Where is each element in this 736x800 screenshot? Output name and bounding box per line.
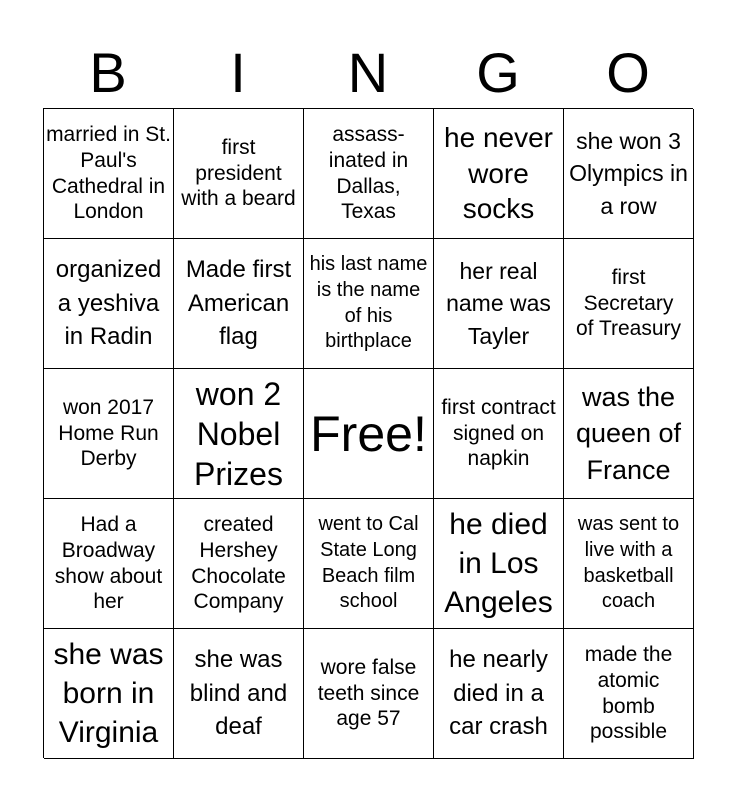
cell-text: married in St. Paul's Cathedral in London: [46, 123, 171, 224]
header-letter-b: B: [89, 41, 127, 104]
bingo-cell-r2c4[interactable]: [434, 239, 564, 369]
bingo-cell-r2c5[interactable]: [564, 239, 694, 369]
bingo-cell-r5c3[interactable]: [304, 629, 434, 759]
cell-text: wore false teeth since age 57: [317, 656, 420, 731]
cell-text: he nearly died in a car crash: [449, 646, 548, 741]
bingo-cell-r3c1[interactable]: [44, 369, 174, 499]
cell-text: Had a Broadway show about her: [54, 513, 163, 614]
cell-text: made the atomic bomb possible: [584, 643, 673, 744]
free-space: Free!: [310, 405, 427, 462]
bingo-cell-r2c3[interactable]: [304, 239, 434, 369]
bingo-cell-r3c5[interactable]: [564, 369, 694, 499]
bingo-cell-r4c4[interactable]: [434, 499, 564, 629]
bingo-header: [43, 40, 693, 106]
cell-text: she was blind and deaf: [189, 646, 288, 741]
bingo-cell-r3c3[interactable]: [304, 369, 434, 499]
bingo-cell-r1c2[interactable]: [174, 109, 304, 239]
bingo-cell-r4c1[interactable]: [44, 499, 174, 629]
cell-text: created Hershey Chocolate Company: [191, 513, 286, 614]
bingo-cell-r5c1[interactable]: [44, 629, 174, 759]
bingo-cell-r4c5[interactable]: [564, 499, 694, 629]
bingo-cell-r5c4[interactable]: [434, 629, 564, 759]
cell-text: organized a yeshiva in Radin: [55, 256, 162, 351]
cell-text: was sent to live with a basketball coach: [577, 513, 680, 613]
bingo-cell-r4c3[interactable]: [304, 499, 434, 629]
bingo-cell-r2c2[interactable]: [174, 239, 304, 369]
cell-text: first contract signed on napkin: [441, 396, 556, 471]
header-letter-i: I: [230, 41, 246, 104]
bingo-card-grid: [43, 108, 693, 758]
header-letter-n: N: [347, 41, 389, 104]
cell-text: she won 3 Olympics in a row: [569, 128, 688, 219]
bingo-cell-r5c5[interactable]: [564, 629, 694, 759]
bingo-cell-r1c5[interactable]: [564, 109, 694, 239]
bingo-cell-r2c1[interactable]: [44, 239, 174, 369]
bingo-cell-r4c2[interactable]: [174, 499, 304, 629]
cell-text: his last name is the name of his birthplace: [309, 253, 428, 353]
bingo-cell-r3c4[interactable]: [434, 369, 564, 499]
cell-text: first Secretary of Treasury: [575, 266, 682, 341]
bingo-cell-r5c2[interactable]: [174, 629, 304, 759]
bingo-cell-r1c1[interactable]: [44, 109, 174, 239]
cell-text: he died in Los Angeles: [444, 508, 553, 619]
cell-text: won 2 Nobel Prizes: [194, 375, 283, 492]
cell-text: assass-inated in Dallas, Texas: [328, 123, 409, 224]
cell-text: Made first American flag: [185, 256, 292, 351]
bingo-cell-r1c4[interactable]: [434, 109, 564, 239]
cell-text: was the queen of France: [575, 381, 682, 485]
cell-text: went to Cal State Long Beach film school: [318, 513, 419, 613]
header-letter-g: G: [476, 41, 520, 104]
bingo-cell-r1c3[interactable]: [304, 109, 434, 239]
header-letter-o: O: [606, 41, 650, 104]
cell-text: her real name was Tayler: [446, 258, 551, 349]
cell-text: he never wore socks: [444, 121, 553, 225]
cell-text: won 2017 Home Run Derby: [58, 396, 159, 471]
bingo-cell-r3c2[interactable]: [174, 369, 304, 499]
cell-text: she was born in Virginia: [53, 638, 164, 749]
cell-text: first president with a beard: [181, 136, 296, 211]
